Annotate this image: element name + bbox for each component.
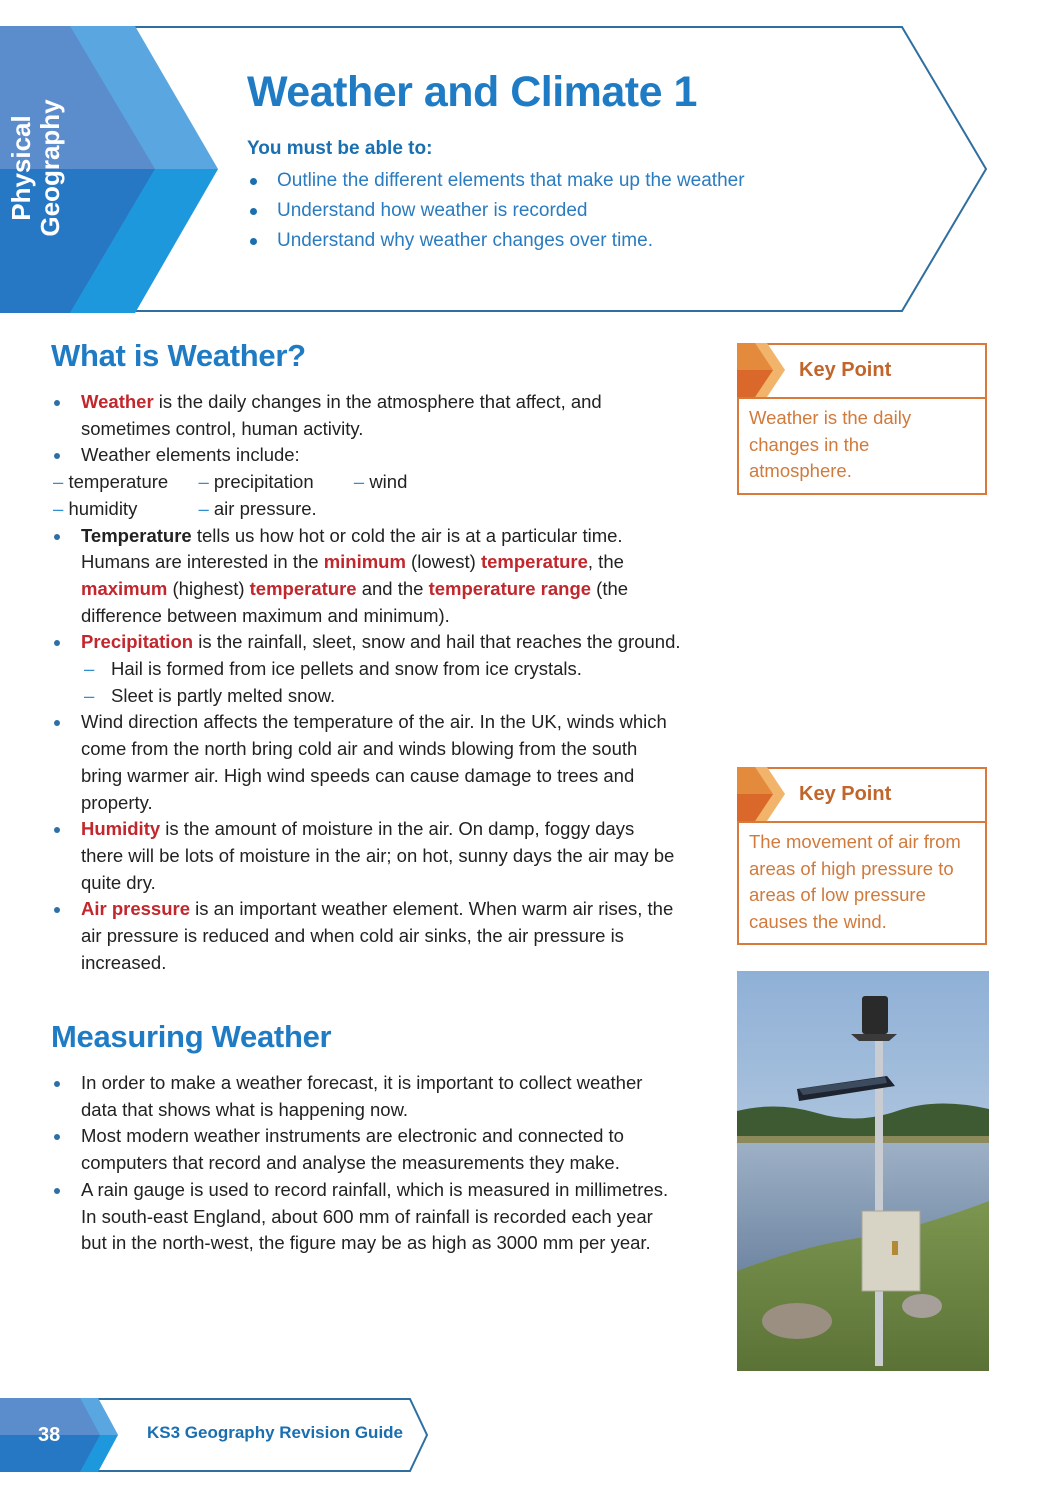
list-item: A rain gauge is used to record rainfall, which is measured in millimetres. In south-east England, about 600 mm of rainfall is recorded each year but in the north-west, the figure may be as high as 3000 mm per year.: [51, 1177, 681, 1257]
bullet-icon: [250, 178, 257, 185]
bullet-icon: [54, 640, 60, 646]
chevron-icon: [737, 767, 789, 821]
key-point-header: [739, 345, 985, 399]
heading-measuring-weather: Measuring Weather: [51, 1019, 332, 1054]
book-title: KS3 Geography Revision Guide: [147, 1423, 404, 1442]
dash-icon: –: [84, 684, 95, 706]
bullet-icon: [54, 907, 60, 913]
key-point-header: [739, 769, 985, 823]
list-item: Weather elements include: – temperature – precipitation – wind – humidity – air pressure.: [51, 442, 681, 522]
key-point-box: [737, 767, 987, 945]
measuring-weather-list: [51, 1070, 681, 1257]
key-term: Precipitation: [81, 631, 194, 653]
dash-icon: –: [53, 471, 64, 493]
page-title: Weather and Climate 1: [247, 68, 697, 116]
bullet-icon: [54, 534, 60, 540]
list-item: Most modern weather instruments are electronic and connected to computers that record and analyse the measurements they make.: [51, 1123, 681, 1176]
dash-icon: –: [353, 471, 365, 493]
sub-list-item: – Hail is formed from ice pellets and snow from ice crystals.: [81, 656, 681, 683]
dash-icon: –: [198, 497, 209, 519]
objective-item: Understand why weather changes over time.: [247, 226, 745, 256]
list-item: Wind direction affects the temperature of the air. In the UK, winds which come from the north bring cold air and winds blowing from the south bring warmer air. High wind speeds can cause damage to trees and property.: [51, 709, 681, 816]
weather-station-photo: [737, 971, 989, 1371]
list-item: Humidity is the amount of moisture in the air. On damp, foggy days there will be lots of moisture in the air; on hot, sunny days the air may be quite dry.: [51, 816, 681, 896]
key-term: Weather: [81, 391, 154, 412]
side-label-geography: Geography: [35, 99, 65, 237]
list-item: Weather is the daily changes in the atmosphere that affect, and sometimes control, human activity.: [51, 389, 681, 442]
bullet-icon: [54, 1134, 60, 1140]
key-point-box: [737, 343, 987, 495]
objective-item: Outline the different elements that make up the weather: [247, 166, 745, 196]
bullet-icon: [54, 453, 60, 459]
page-number: 38: [38, 1424, 61, 1446]
list-item: In order to make a weather forecast, it is important to collect weather data that shows what is happening now.: [51, 1070, 681, 1123]
key-point-title: Key Point: [799, 783, 892, 805]
bullet-icon: [54, 827, 60, 833]
side-label-physical: Physical: [6, 115, 36, 221]
bullet-icon: [54, 400, 60, 406]
key-point-text: Weather is the daily changes in the atmosphere.: [749, 407, 912, 482]
what-is-weather-list: [51, 389, 681, 976]
dash-icon: –: [198, 471, 209, 493]
key-term: Air pressure: [81, 898, 190, 920]
bullet-icon: [250, 238, 257, 245]
list-item: Temperature tells us how hot or cold the air is at a particular time. Humans are interested in the minimum (lowest) temperature, the maximum (highest) temperature and the temperature range (the difference between maximum and minimum).: [51, 523, 681, 630]
heading-what-is-weather: What is Weather?: [51, 338, 306, 373]
list-item: Precipitation is the rainfall, sleet, snow and hail that reaches the ground. – Hail is formed from ice pellets and snow from ice crystals. – Sleet is partly melted snow.: [51, 629, 681, 709]
bullet-icon: [54, 1081, 60, 1087]
key-term: Temperature: [81, 524, 192, 546]
key-point-text: The movement of air from areas of high pressure to areas of low pressure causes the wind.: [749, 831, 961, 933]
dash-icon: –: [53, 497, 64, 519]
objectives-heading: You must be able to:: [247, 138, 433, 159]
bullet-icon: [250, 208, 257, 215]
list-item: Air pressure is an important weather element. When warm air rises, the air pressure is reduced and when cold air sinks, the air pressure is increased.: [51, 896, 681, 976]
dash-icon: –: [84, 658, 95, 680]
sub-list-item: – Sleet is partly melted snow.: [81, 683, 681, 710]
elements-row-1: – temperature – precipitation – wind: [53, 471, 408, 493]
elements-row-2: – humidity – air pressure.: [53, 497, 317, 519]
objective-item: Understand how weather is recorded: [247, 196, 745, 226]
key-point-title: Key Point: [799, 359, 892, 381]
key-term: Humidity: [81, 818, 161, 840]
objectives-list: [247, 166, 745, 256]
bullet-icon: [54, 1188, 60, 1194]
chevron-icon: [737, 343, 789, 397]
bullet-icon: [54, 720, 60, 726]
